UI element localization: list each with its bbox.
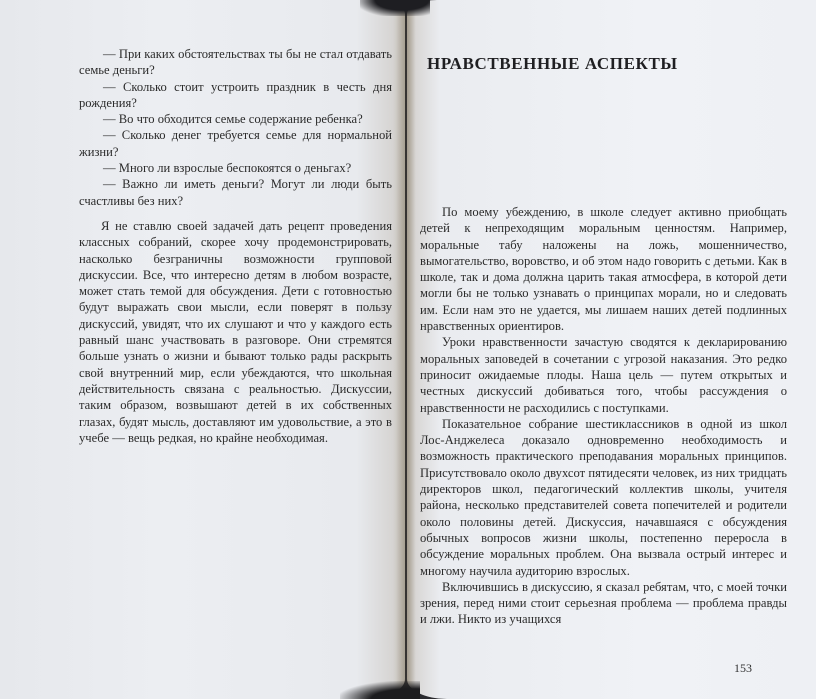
background-edge: [360, 0, 430, 16]
body-paragraph: Уроки нравственности зачастую сводятся к декларированию моральных заповедей в сочетании с угрозой наказания. Это редко приносит ожидаемые плоды. Наша цель — путем открытых и честных дискуссий добиваться того, чтобы рассуждения о нравственности не расходились с поступками.: [420, 335, 787, 415]
left-page-text: [79, 46, 392, 446]
dialog-line: — Много ли взрослые беспокоятся о деньгах?: [103, 161, 352, 176]
dialog-line: — При каких обстоятельствах ты бы не стал отдавать семье деньги?: [79, 47, 392, 78]
right-page-text: [420, 204, 787, 628]
body-paragraph: Включившись в дискуссию, я сказал ребятам, что, с моей точки зрения, перед ними стоит серьезная проблема — проблема правды и лжи. Никто из учащихся: [420, 579, 787, 627]
chapter-heading: НРАВСТВЕННЫЕ АСПЕКТЫ: [427, 54, 678, 73]
page-number: 153: [734, 661, 752, 675]
dialog-line: — Сколько денег требуется семье для нормальной жизни?: [79, 128, 392, 159]
body-paragraph: Показательное собрание шестиклассников в одной из школ Лос-Анджелеса доказало одновременно необходимость и возможность практического преподавания моральных принципов. Присутствовало около двухсот пятидесяти человек, из них тридцать директоров школ, педагогический коллектив школы, учителя района, несколько представителей совета попечителей и родители около половины детей. Дискуссия, начавшаяся с обсуждения обычных вопросов жизни школы, постепенно переросла в обсуждение моральных проблем. Она вызвала острый интерес и многому научила аудиторию взрослых.: [420, 416, 787, 578]
dialog-line: — Важно ли иметь деньги? Могут ли люди быть счастливы без них?: [79, 177, 392, 208]
body-paragraph: По моему убеждению, в школе следует активно приобщать детей к непреходящим моральным ценностям. Например, моральные табу наложены на ложь, мошенничество, вымогательство, воровство, и об этом надо говорить с детьми. Как в школе, так и дома должна царить такая атмосфера, в которой дети могли бы не только узнавать о принципах морали, но и следовать им. Если нам это не удается, мы лишаем наших детей подлинных нравственных ориентиров.: [420, 205, 787, 334]
dialog-line: — Сколько стоит устроить праздник в честь дня рождения?: [79, 79, 392, 110]
dialog-line: — Во что обходится семье содержание ребенка?: [103, 112, 363, 127]
body-paragraph: Я не ставлю своей задачей дать рецепт проведения классных собраний, скорее хочу продемонстрировать, насколько безграничны возможности групповой дискуссии. Все, что интересно детям в любом возрасте, может стать темой для обсуждения. Дети с готовностью будут выражать свои мысли, если поверят в пользу дискуссий, увидят, что их слушают и что у каждого есть равный шанс участвовать в разговоре. Они стремятся больше узнать о жизни и бывают только рады раскрыть свой внутренний мир, если убеждаются, что школьная действительность связана с реальностью. Дискуссии, таким образом, возвышают детей в их собственных глазах, будят мысль, доставляют им удовольствие, а это в учебе — вещь редкая, но крайне необходимая.: [79, 218, 392, 445]
background-edge: [340, 681, 420, 699]
dialog-questions: [79, 46, 392, 209]
